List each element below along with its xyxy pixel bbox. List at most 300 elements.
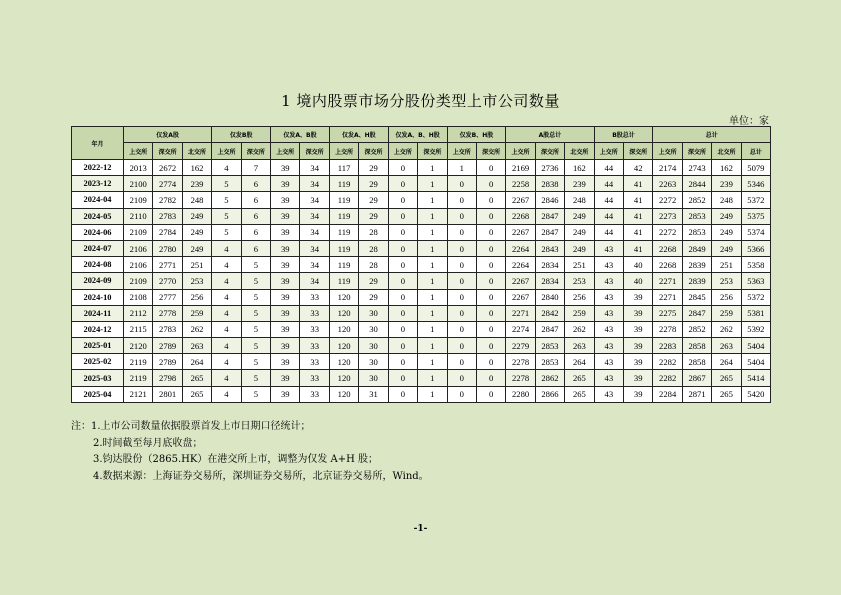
value-cell: 2853 (682, 208, 711, 224)
value-cell: 262 (182, 321, 211, 337)
value-cell: 2110 (124, 208, 153, 224)
sub-header: 上交所 (506, 143, 535, 160)
value-cell: 2840 (535, 289, 564, 305)
value-cell: 5375 (741, 208, 770, 224)
value-cell: 2838 (535, 176, 564, 192)
value-cell: 29 (359, 160, 388, 176)
value-cell: 2743 (682, 160, 711, 176)
value-cell: 2272 (653, 192, 682, 208)
value-cell: 0 (447, 176, 476, 192)
value-cell: 1 (418, 289, 447, 305)
value-cell: 39 (271, 321, 300, 337)
value-cell: 39 (624, 354, 653, 370)
value-cell: 5 (241, 273, 270, 289)
sub-header: 上交所 (653, 143, 682, 160)
value-cell: 39 (271, 224, 300, 240)
value-cell: 2862 (535, 370, 564, 386)
value-cell: 6 (241, 208, 270, 224)
value-cell: 2770 (153, 273, 182, 289)
value-cell: 0 (476, 257, 505, 273)
unit-label: 单位：家 (729, 116, 769, 127)
month-cell: 2025-02 (72, 354, 124, 370)
value-cell: 251 (712, 257, 741, 273)
value-cell: 29 (359, 192, 388, 208)
value-cell: 5 (241, 321, 270, 337)
value-cell: 5 (241, 338, 270, 354)
value-cell: 5372 (741, 289, 770, 305)
value-cell: 2780 (153, 240, 182, 256)
value-cell: 2108 (124, 289, 153, 305)
value-cell: 0 (388, 240, 417, 256)
value-cell: 120 (329, 338, 358, 354)
value-cell: 2121 (124, 386, 153, 402)
value-cell: 120 (329, 354, 358, 370)
sub-header: 深交所 (418, 143, 447, 160)
value-cell: 2771 (153, 257, 182, 273)
notes (71, 419, 429, 485)
value-cell: 28 (359, 224, 388, 240)
value-cell: 4 (212, 240, 241, 256)
value-cell: 2852 (682, 321, 711, 337)
value-cell: 0 (447, 273, 476, 289)
value-cell: 41 (624, 240, 653, 256)
value-cell: 262 (712, 321, 741, 337)
value-cell: 2839 (682, 273, 711, 289)
value-cell: 1 (418, 338, 447, 354)
value-cell: 249 (182, 240, 211, 256)
value-cell: 265 (712, 370, 741, 386)
value-cell: 43 (594, 354, 623, 370)
value-cell: 2120 (124, 338, 153, 354)
value-cell: 5 (212, 176, 241, 192)
value-cell: 1 (418, 370, 447, 386)
value-cell: 0 (476, 289, 505, 305)
value-cell: 0 (388, 370, 417, 386)
value-cell: 6 (241, 224, 270, 240)
value-cell: 44 (594, 160, 623, 176)
group-header: 仅发A、B、H股 (388, 127, 447, 143)
value-cell: 30 (359, 305, 388, 321)
value-cell: 2852 (682, 192, 711, 208)
value-cell: 33 (300, 321, 329, 337)
value-cell: 253 (712, 273, 741, 289)
value-cell: 4 (212, 338, 241, 354)
value-cell: 264 (182, 354, 211, 370)
month-cell: 2024-08 (72, 257, 124, 273)
group-header: A股总计 (506, 127, 594, 143)
value-cell: 39 (624, 338, 653, 354)
value-cell: 0 (476, 176, 505, 192)
value-cell: 0 (447, 338, 476, 354)
value-cell: 249 (565, 224, 594, 240)
value-cell: 43 (594, 273, 623, 289)
value-cell: 5 (241, 289, 270, 305)
value-cell: 2264 (506, 257, 535, 273)
value-cell: 33 (300, 289, 329, 305)
value-cell: 41 (624, 192, 653, 208)
value-cell: 265 (182, 370, 211, 386)
table-row (72, 176, 771, 192)
value-cell: 2842 (535, 305, 564, 321)
value-cell: 120 (329, 321, 358, 337)
sub-header: 北交所 (712, 143, 741, 160)
value-cell: 0 (447, 370, 476, 386)
value-cell: 29 (359, 208, 388, 224)
value-cell: 2847 (535, 208, 564, 224)
value-cell: 41 (624, 224, 653, 240)
value-cell: 34 (300, 257, 329, 273)
value-cell: 2278 (506, 354, 535, 370)
value-cell: 6 (241, 176, 270, 192)
value-cell: 2867 (682, 370, 711, 386)
value-cell: 4 (212, 257, 241, 273)
table-row (72, 321, 771, 337)
value-cell: 0 (476, 208, 505, 224)
sub-header: 深交所 (241, 143, 270, 160)
value-cell: 30 (359, 370, 388, 386)
value-cell: 29 (359, 273, 388, 289)
value-cell: 117 (329, 160, 358, 176)
value-cell: 249 (565, 240, 594, 256)
value-cell: 5079 (741, 160, 770, 176)
value-cell: 1 (418, 208, 447, 224)
group-header: B股总计 (594, 127, 653, 143)
value-cell: 5381 (741, 305, 770, 321)
value-cell: 30 (359, 338, 388, 354)
value-cell: 39 (271, 370, 300, 386)
note-line: 2.时间截至每月底收盘； (93, 437, 203, 449)
value-cell: 119 (329, 192, 358, 208)
value-cell: 5363 (741, 273, 770, 289)
value-cell: 265 (565, 370, 594, 386)
value-cell: 1 (418, 305, 447, 321)
value-cell: 42 (624, 160, 653, 176)
value-cell: 2834 (535, 273, 564, 289)
month-cell: 2024-09 (72, 273, 124, 289)
value-cell: 2782 (153, 192, 182, 208)
value-cell: 0 (388, 338, 417, 354)
group-header: 仅发A、H股 (329, 127, 388, 143)
value-cell: 0 (476, 354, 505, 370)
value-cell: 2789 (153, 354, 182, 370)
sub-header: 深交所 (300, 143, 329, 160)
value-cell: 0 (388, 273, 417, 289)
value-cell: 2271 (653, 289, 682, 305)
value-cell: 31 (359, 386, 388, 402)
value-cell: 2789 (153, 338, 182, 354)
value-cell: 7 (241, 160, 270, 176)
group-header: 仅发B、H股 (447, 127, 506, 143)
value-cell: 0 (447, 386, 476, 402)
value-cell: 34 (300, 240, 329, 256)
value-cell: 2736 (535, 160, 564, 176)
value-cell: 2275 (653, 305, 682, 321)
value-cell: 2858 (682, 354, 711, 370)
value-cell: 2267 (506, 192, 535, 208)
value-cell: 0 (388, 257, 417, 273)
value-cell: 29 (359, 289, 388, 305)
value-cell: 39 (271, 192, 300, 208)
value-cell: 2871 (682, 386, 711, 402)
value-cell: 2784 (153, 224, 182, 240)
value-cell: 1 (418, 273, 447, 289)
value-cell: 2271 (653, 273, 682, 289)
value-cell: 162 (182, 160, 211, 176)
group-header: 仅发A、B股 (271, 127, 330, 143)
value-cell: 259 (182, 305, 211, 321)
table-row (72, 192, 771, 208)
value-cell: 2271 (506, 305, 535, 321)
value-cell: 253 (182, 273, 211, 289)
month-cell: 2024-05 (72, 208, 124, 224)
value-cell: 5366 (741, 240, 770, 256)
value-cell: 39 (271, 305, 300, 321)
value-cell: 2109 (124, 224, 153, 240)
value-cell: 44 (594, 192, 623, 208)
value-cell: 119 (329, 257, 358, 273)
value-cell: 119 (329, 240, 358, 256)
value-cell: 239 (182, 176, 211, 192)
value-cell: 39 (624, 370, 653, 386)
value-cell: 2853 (682, 224, 711, 240)
value-cell: 0 (388, 289, 417, 305)
value-cell: 239 (565, 176, 594, 192)
sub-header: 深交所 (535, 143, 564, 160)
value-cell: 5374 (741, 224, 770, 240)
value-cell: 2847 (682, 305, 711, 321)
value-cell: 5 (241, 370, 270, 386)
table-row (72, 224, 771, 240)
sub-header: 北交所 (565, 143, 594, 160)
value-cell: 43 (594, 321, 623, 337)
value-cell: 2801 (153, 386, 182, 402)
value-cell: 39 (271, 208, 300, 224)
value-cell: 0 (447, 305, 476, 321)
value-cell: 0 (476, 338, 505, 354)
value-cell: 2853 (535, 354, 564, 370)
value-cell: 0 (447, 257, 476, 273)
value-cell: 43 (594, 305, 623, 321)
sub-header: 上交所 (271, 143, 300, 160)
value-cell: 34 (300, 208, 329, 224)
sub-header: 北交所 (182, 143, 211, 160)
value-cell: 2839 (682, 257, 711, 273)
value-cell: 263 (182, 338, 211, 354)
value-cell: 2106 (124, 257, 153, 273)
value-cell: 0 (388, 208, 417, 224)
month-cell: 2024-10 (72, 289, 124, 305)
value-cell: 2845 (682, 289, 711, 305)
value-cell: 259 (565, 305, 594, 321)
value-cell: 41 (624, 208, 653, 224)
value-cell: 256 (565, 289, 594, 305)
value-cell: 5420 (741, 386, 770, 402)
value-cell: 119 (329, 224, 358, 240)
value-cell: 251 (565, 257, 594, 273)
value-cell: 119 (329, 273, 358, 289)
value-cell: 2119 (124, 370, 153, 386)
value-cell: 1 (418, 321, 447, 337)
value-cell: 2267 (506, 289, 535, 305)
group-header: 总计 (653, 127, 771, 143)
value-cell: 5414 (741, 370, 770, 386)
value-cell: 39 (271, 257, 300, 273)
value-cell: 43 (594, 370, 623, 386)
value-cell: 0 (476, 224, 505, 240)
month-cell: 2024-12 (72, 321, 124, 337)
value-cell: 2846 (535, 192, 564, 208)
note-line: 4.数据来源：上海证券交易所，深圳证券交易所，北京证券交易所，Wind。 (93, 470, 429, 482)
value-cell: 5 (241, 257, 270, 273)
group-header: 仅发A股 (124, 127, 212, 143)
table-row (72, 240, 771, 256)
value-cell: 2100 (124, 176, 153, 192)
value-cell: 120 (329, 305, 358, 321)
value-cell: 2858 (682, 338, 711, 354)
value-cell: 2282 (653, 370, 682, 386)
value-cell: 251 (182, 257, 211, 273)
page-number: -1- (413, 524, 428, 534)
value-cell: 0 (476, 305, 505, 321)
value-cell: 2263 (653, 176, 682, 192)
value-cell: 249 (712, 208, 741, 224)
value-cell: 249 (182, 224, 211, 240)
value-cell: 249 (182, 208, 211, 224)
month-header: 年月 (72, 127, 124, 160)
value-cell: 5 (212, 208, 241, 224)
value-cell: 249 (565, 208, 594, 224)
value-cell: 120 (329, 289, 358, 305)
value-cell: 265 (565, 386, 594, 402)
value-cell: 43 (594, 240, 623, 256)
value-cell: 2174 (653, 160, 682, 176)
value-cell: 2106 (124, 240, 153, 256)
value-cell: 2774 (153, 176, 182, 192)
value-cell: 6 (241, 240, 270, 256)
value-cell: 2109 (124, 192, 153, 208)
value-cell: 44 (594, 176, 623, 192)
value-cell: 2283 (653, 338, 682, 354)
month-cell: 2023-12 (72, 176, 124, 192)
value-cell: 249 (712, 224, 741, 240)
value-cell: 264 (565, 354, 594, 370)
value-cell: 2267 (506, 273, 535, 289)
value-cell: 0 (388, 176, 417, 192)
value-cell: 39 (271, 160, 300, 176)
value-cell: 43 (594, 257, 623, 273)
value-cell: 2849 (682, 240, 711, 256)
value-cell: 34 (300, 176, 329, 192)
value-cell: 1 (418, 224, 447, 240)
value-cell: 0 (476, 370, 505, 386)
sub-header: 深交所 (682, 143, 711, 160)
value-cell: 2272 (653, 224, 682, 240)
value-cell: 34 (300, 273, 329, 289)
month-cell: 2024-11 (72, 305, 124, 321)
value-cell: 1 (418, 240, 447, 256)
value-cell: 39 (271, 289, 300, 305)
value-cell: 39 (624, 386, 653, 402)
value-cell: 2847 (535, 321, 564, 337)
month-cell: 2025-03 (72, 370, 124, 386)
value-cell: 43 (594, 338, 623, 354)
value-cell: 28 (359, 257, 388, 273)
value-cell: 0 (388, 305, 417, 321)
value-cell: 248 (565, 192, 594, 208)
value-cell: 39 (624, 289, 653, 305)
sub-header: 总计 (741, 143, 770, 160)
value-cell: 34 (300, 192, 329, 208)
value-cell: 248 (712, 192, 741, 208)
table-row (72, 354, 771, 370)
value-cell: 4 (212, 289, 241, 305)
value-cell: 0 (476, 240, 505, 256)
value-cell: 0 (476, 160, 505, 176)
value-cell: 162 (565, 160, 594, 176)
value-cell: 162 (712, 160, 741, 176)
value-cell: 1 (418, 386, 447, 402)
group-header: 仅发B股 (212, 127, 271, 143)
value-cell: 2169 (506, 160, 535, 176)
table-body (72, 160, 771, 403)
table-row (72, 289, 771, 305)
month-cell: 2024-07 (72, 240, 124, 256)
value-cell: 6 (241, 192, 270, 208)
value-cell: 2013 (124, 160, 153, 176)
value-cell: 2109 (124, 273, 153, 289)
value-cell: 264 (712, 354, 741, 370)
value-cell: 2783 (153, 208, 182, 224)
value-cell: 2853 (535, 338, 564, 354)
value-cell: 39 (624, 321, 653, 337)
value-cell: 0 (388, 321, 417, 337)
value-cell: 2847 (535, 224, 564, 240)
value-cell: 2672 (153, 160, 182, 176)
sub-header: 上交所 (594, 143, 623, 160)
page-title: 1 境内股票市场分股份类型上市公司数量 (281, 92, 560, 110)
sub-header: 上交所 (388, 143, 417, 160)
value-cell: 5358 (741, 257, 770, 273)
value-cell: 34 (300, 160, 329, 176)
value-cell: 5392 (741, 321, 770, 337)
value-cell: 263 (565, 338, 594, 354)
value-cell: 33 (300, 338, 329, 354)
note-line: 3.钧达股份（2865.HK）在港交所上市，调整为仅发 A+H 股； (93, 454, 379, 465)
value-cell: 34 (300, 224, 329, 240)
value-cell: 2119 (124, 354, 153, 370)
value-cell: 0 (447, 224, 476, 240)
table-row (72, 273, 771, 289)
table-row (72, 160, 771, 176)
value-cell: 39 (271, 176, 300, 192)
value-cell: 1 (418, 257, 447, 273)
value-cell: 2284 (653, 386, 682, 402)
value-cell: 5 (241, 386, 270, 402)
sub-header: 上交所 (329, 143, 358, 160)
value-cell: 2268 (506, 208, 535, 224)
value-cell: 4 (212, 160, 241, 176)
value-cell: 1 (418, 160, 447, 176)
value-cell: 2282 (653, 354, 682, 370)
table-row (72, 370, 771, 386)
value-cell: 2273 (653, 208, 682, 224)
month-cell: 2025-01 (72, 338, 124, 354)
value-cell: 119 (329, 208, 358, 224)
value-cell: 0 (447, 240, 476, 256)
value-cell: 2844 (682, 176, 711, 192)
value-cell: 2783 (153, 321, 182, 337)
value-cell: 39 (271, 354, 300, 370)
